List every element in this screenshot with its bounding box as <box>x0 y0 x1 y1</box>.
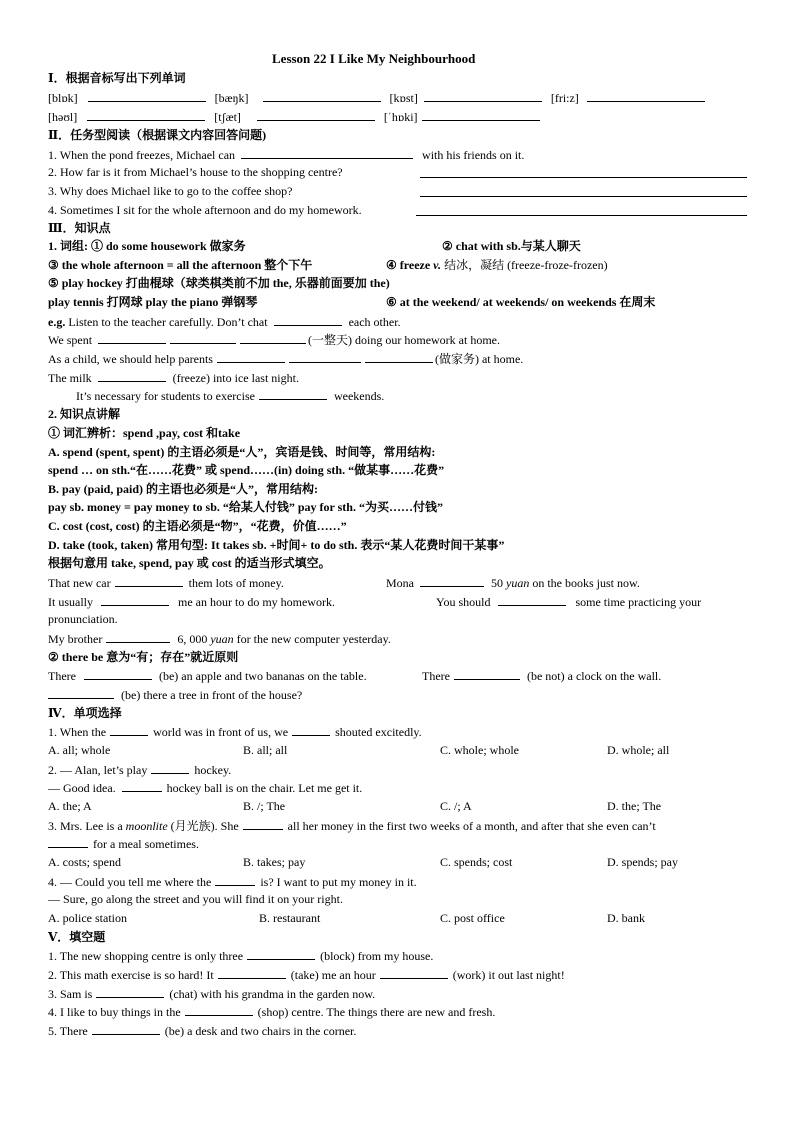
question-text: 1. When the <box>48 725 107 739</box>
section-3-heading: Ⅲ．知识点 <box>48 221 111 235</box>
answer-blank[interactable] <box>98 370 166 382</box>
answer-line[interactable] <box>420 185 747 197</box>
example-text: It’s necessary for students to exercise <box>76 389 255 403</box>
cloze-4 <box>48 1004 495 1019</box>
cost-rule <box>48 519 347 533</box>
question-text: with his friends on it. <box>422 148 525 162</box>
question-text: (月光族). She <box>170 819 239 833</box>
pay-structure: pay sb. money = pay money to sb. “给某人付钱” pay for sth. “为买……付钱” <box>48 500 443 514</box>
option-d[interactable]: D. spends; pay <box>607 855 678 869</box>
example-text: weekends. <box>333 389 385 403</box>
fill-1 <box>48 575 284 590</box>
answer-blank[interactable] <box>98 332 166 344</box>
section-4-heading: Ⅳ．单项选择 <box>48 706 122 720</box>
option-c[interactable]: C. post office <box>440 911 505 925</box>
question-text: world was in front of us, we <box>153 725 289 739</box>
fill-text: That new car <box>48 576 111 590</box>
fill-5 <box>48 631 391 646</box>
phonetics-row-1 <box>48 90 707 105</box>
phrase-4 <box>386 258 608 272</box>
question-text: shouted excitedly. <box>335 725 422 739</box>
mc-q4 <box>48 874 417 889</box>
fill-text: 6, 000 <box>177 632 208 646</box>
phrase-6: ⑥ at the weekend/ at weekends/ on weekends 在周末 <box>386 295 656 309</box>
question-text: (chat) with his grandma in the garden now. <box>169 987 376 1001</box>
fill-text: There <box>48 669 76 683</box>
answer-blank[interactable] <box>380 967 448 979</box>
answer-blank[interactable] <box>241 147 413 159</box>
mc-q3 <box>48 818 656 833</box>
fill-text: (be) there a tree in front of the house? <box>121 688 303 702</box>
fill-2 <box>386 575 640 590</box>
answer-blank[interactable] <box>274 314 342 326</box>
answer-blank[interactable] <box>498 594 566 606</box>
answer-blank[interactable] <box>454 668 520 680</box>
fill-text: me an hour to do my homework. <box>178 595 335 609</box>
answer-blank[interactable] <box>587 90 705 102</box>
fill-4-cont: pronunciation. <box>48 612 118 626</box>
vocab-heading: ① 词汇辨析：spend ,pay, cost 和take <box>48 426 241 440</box>
answer-blank[interactable] <box>88 90 206 102</box>
answer-blank[interactable] <box>115 575 183 587</box>
example-text: As a child, we should help parents <box>48 352 213 366</box>
mc-q3-cont <box>48 836 199 851</box>
spend-rule <box>48 445 435 459</box>
answer-line[interactable] <box>420 166 747 178</box>
page-title: Lesson 22 I Like My Neighbourhood <box>272 51 476 66</box>
mc-q2-reply <box>48 780 362 795</box>
fill-3 <box>48 594 335 609</box>
option-c[interactable]: C. whole; whole <box>440 743 519 757</box>
question-text: (work) it out last night! <box>452 968 565 982</box>
answer-blank[interactable] <box>92 1023 160 1035</box>
section-1-heading: Ⅰ．根据音标写出下列单词 <box>48 71 186 85</box>
example-3 <box>48 351 523 366</box>
answer-blank[interactable] <box>84 668 152 680</box>
answer-blank[interactable] <box>422 109 540 121</box>
therebe-3 <box>48 687 302 702</box>
answer-blank[interactable] <box>243 818 283 830</box>
example-text: We spent <box>48 333 93 347</box>
example-text: (一整天) doing our homework at home. <box>308 333 500 347</box>
option-c[interactable]: C. /; A <box>440 799 472 813</box>
mc-q2 <box>48 762 231 777</box>
question-text: — Good idea. <box>48 781 116 795</box>
cloze-5 <box>48 1023 356 1038</box>
answer-blank[interactable] <box>424 90 542 102</box>
answer-blank[interactable] <box>48 687 114 699</box>
answer-blank[interactable] <box>259 388 327 400</box>
rule-text: A. spend (spent, spent) 的主语必须是“人”，宾语是钱、时间等，常用结构: <box>48 445 436 459</box>
spend-structure: spend … on sth.“在……花费” 或 spend……(in) doing sth. “做某事……花费” <box>48 463 445 477</box>
question-text: 3. Sam is <box>48 987 93 1001</box>
example-label: e.g. <box>48 315 66 329</box>
question-text: (shop) centre. The things there are new and fresh. <box>257 1005 496 1019</box>
rule-text: D. take (took, taken) 常用句型: It takes sb. +时间+ to do sth. 表示“某人花费时间干某事” <box>48 538 505 552</box>
fill-text: on the books just now. <box>532 576 640 590</box>
question-text: (block) from my house. <box>320 949 434 963</box>
fill-text: some time practicing your <box>575 595 702 609</box>
phonetic: [tʃæt] <box>214 110 241 124</box>
rule-text: B. pay (paid, paid) 的主语也必须是“人”，常用结构: <box>48 482 319 496</box>
phrase-meaning: 结冰，凝结 (freeze-froze-frozen) <box>444 258 608 272</box>
question-text: 1. When the pond freezes, Michael can <box>48 148 236 162</box>
option-a[interactable]: A. all; whole <box>48 743 111 757</box>
option-b[interactable]: B. takes; pay <box>243 855 306 869</box>
phonetic: [fri:z] <box>550 91 579 105</box>
fill-text: You should <box>436 595 491 609</box>
reading-q2: 2. How far is it from Michael’s house to the shopping centre? <box>48 165 343 179</box>
fill-instruction: 根据句意用 take, spend, pay 或 cost 的适当形式填空。 <box>48 556 331 570</box>
example-text: Listen to the teacher carefully. Don’t chat <box>68 315 268 329</box>
option-a[interactable]: A. the; A <box>48 799 92 813</box>
fill-text: for the new computer yesterday. <box>236 632 391 646</box>
therebe-2 <box>422 668 661 683</box>
question-text: 4. — Could you tell me where the <box>48 875 212 889</box>
example-5 <box>76 388 384 403</box>
fill-text: It usually <box>48 595 93 609</box>
phrase-3: ③ the whole afternoon = all the afternoon 整个下午 <box>48 258 313 272</box>
cloze-3 <box>48 986 375 1001</box>
option-d[interactable]: D. whole; all <box>607 743 670 757</box>
answer-blank[interactable] <box>215 874 255 886</box>
cloze-2 <box>48 967 565 982</box>
mc-q1 <box>48 724 422 739</box>
answer-blank[interactable] <box>420 575 484 587</box>
answer-blank[interactable] <box>185 1004 253 1016</box>
question-text: is? I want to put my money in it. <box>260 875 417 889</box>
answer-blank[interactable] <box>217 351 285 363</box>
answer-blank[interactable] <box>87 109 205 121</box>
phonetic: [həʊl] <box>48 110 78 124</box>
option-b[interactable]: B. /; The <box>243 799 286 813</box>
fill-text: Mona <box>386 576 414 590</box>
answer-blank[interactable] <box>106 631 170 643</box>
answer-blank[interactable] <box>289 351 361 363</box>
phonetic: [blɒk] <box>48 91 78 105</box>
fill-text: (be) an apple and two bananas on the table. <box>158 669 367 683</box>
answer-blank[interactable] <box>48 836 88 848</box>
rule-text: C. cost (cost, cost) 的主语必须是“物”，“花费，价值……” <box>48 519 347 533</box>
answer-blank[interactable] <box>101 594 169 606</box>
section-5-heading: Ⅴ．填空题 <box>48 930 106 944</box>
therebe-heading: ② there be 意为“有；存在”就近原则 <box>48 650 239 664</box>
phrase-1: 1. 词组: ① do some housework 做家务 <box>48 239 246 253</box>
question-text: 3. Mrs. Lee is a <box>48 819 123 833</box>
question-text: hockey ball is on the chair. Let me get it. <box>166 781 363 795</box>
answer-blank[interactable] <box>365 351 433 363</box>
answer-blank[interactable] <box>240 332 306 344</box>
example-text: The milk <box>48 371 92 385</box>
option-a[interactable]: A. police station <box>48 911 127 925</box>
fill-4 <box>436 594 701 609</box>
reading-q3: 3. Why does Michael like to go to the coffee shop? <box>48 184 293 198</box>
fill-text: My brother <box>48 632 103 646</box>
answer-blank[interactable] <box>263 90 381 102</box>
example-2 <box>48 332 500 347</box>
question-text: (take) me an hour <box>290 968 376 982</box>
reading-q1 <box>48 147 524 162</box>
phrase-5: ⑤ play hockey 打曲棍球（球类棋类前不加 the, 乐器前面要加 the) <box>48 276 390 290</box>
example-text: (freeze) into ice last night. <box>172 371 299 385</box>
question-text: 5. There <box>48 1024 88 1038</box>
option-a[interactable]: A. costs; spend <box>48 855 121 869</box>
question-text: 2. — Alan, let’s play <box>48 763 148 777</box>
therebe-1 <box>48 668 367 683</box>
example-4 <box>48 370 299 385</box>
option-d[interactable]: D. the; The <box>607 799 662 813</box>
phonetic: [bæŋk] <box>214 91 249 105</box>
answer-line[interactable] <box>416 204 747 216</box>
fill-text: yuan <box>506 576 530 590</box>
question-text: 1. The new shopping centre is only three <box>48 949 244 963</box>
question-text: 4. I like to buy things in the <box>48 1005 181 1019</box>
answer-blank[interactable] <box>257 109 375 121</box>
reading-q4: 4. Sometimes I sit for the whole afternoon and do my homework. <box>48 203 362 217</box>
question-text: moonlite <box>125 819 168 833</box>
question-text: for a meal sometimes. <box>93 837 199 851</box>
phonetic: [kɒst] <box>389 91 418 105</box>
fill-text: There <box>422 669 450 683</box>
section-2-heading: Ⅱ．任务型阅读（根据课文内容回答问题) <box>48 128 267 142</box>
part-of-speech: v. <box>433 258 442 272</box>
question-text: all her money in the first two weeks of a month, and after that she even can’t <box>287 819 656 833</box>
question-text: 2. This math exercise is so hard! It <box>48 968 214 982</box>
option-d[interactable]: D. bank <box>607 911 645 925</box>
cloze-1 <box>48 948 433 963</box>
pay-rule <box>48 482 318 496</box>
option-b[interactable]: B. all; all <box>243 743 288 757</box>
take-rule <box>48 538 504 552</box>
answer-blank[interactable] <box>218 967 286 979</box>
phrase-keyword: ④ freeze <box>386 258 431 272</box>
knowledge-heading: 2. 知识点讲解 <box>48 407 121 421</box>
example-text: each other. <box>348 315 401 329</box>
answer-blank[interactable] <box>170 332 236 344</box>
fill-text: yuan <box>210 632 234 646</box>
answer-blank[interactable] <box>96 986 164 998</box>
phonetics-row-2 <box>48 109 542 124</box>
question-text: hockey. <box>194 763 232 777</box>
answer-blank[interactable] <box>292 724 330 736</box>
phonetic: [ˈhɒki] <box>383 110 418 124</box>
example-1 <box>48 314 401 329</box>
answer-blank[interactable] <box>151 762 189 774</box>
option-b[interactable]: B. restaurant <box>259 911 321 925</box>
fill-text: (be not) a clock on the wall. <box>526 669 662 683</box>
fill-text: 50 <box>491 576 503 590</box>
answer-blank[interactable] <box>247 948 315 960</box>
option-c[interactable]: C. spends; cost <box>440 855 513 869</box>
answer-blank[interactable] <box>110 724 148 736</box>
fill-text: them lots of money. <box>188 576 284 590</box>
mc-q4-reply: — Sure, go along the street and you will find it on your right. <box>48 892 343 906</box>
answer-blank[interactable] <box>122 780 162 792</box>
question-text: (be) a desk and two chairs in the corner. <box>164 1024 357 1038</box>
phrase-5b: play tennis 打网球 play the piano 弹钢琴 <box>48 295 258 309</box>
phrase-2: ② chat with sb.与某人聊天 <box>442 239 581 253</box>
example-text: (做家务) at home. <box>434 352 524 366</box>
